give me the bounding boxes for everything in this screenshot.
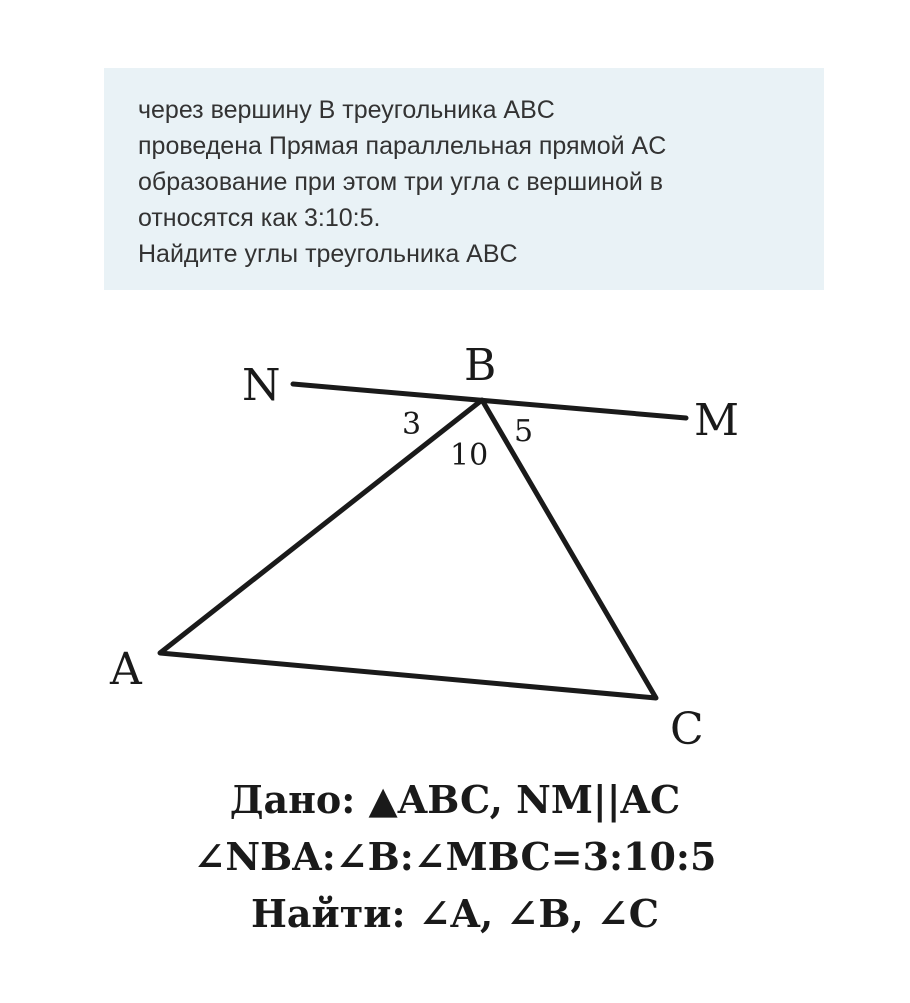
label-point-a: A — [110, 644, 142, 695]
label-angle-abc: 10 — [450, 438, 489, 473]
given-line-2: ∠NBA:∠B:∠MBC=3:10:5 — [193, 834, 717, 879]
label-point-n: N — [242, 360, 281, 411]
problem-line-1: через вершину B треугольника ABC — [138, 96, 555, 124]
problem-line-3: образование при этом три угла с вершиной в — [138, 168, 664, 196]
label-point-m: M — [694, 395, 740, 446]
problem-line-2: проведена Прямая параллельная прямой AC — [138, 132, 667, 160]
given-line-3: Найти: ∠A, ∠B, ∠C — [251, 891, 659, 936]
problem-line-5: Найдите углы треугольника ABC — [138, 240, 518, 268]
problem-line-4: относятся как 3:10:5. — [138, 204, 381, 232]
label-point-b: B — [464, 340, 497, 391]
triangle-abc — [160, 400, 656, 698]
label-angle-nba: 3 — [402, 407, 422, 442]
label-angle-mbc: 5 — [514, 414, 534, 449]
given-line-1: Дано: ▲ABC, NM||AC — [229, 777, 681, 822]
label-point-c: C — [670, 704, 704, 755]
